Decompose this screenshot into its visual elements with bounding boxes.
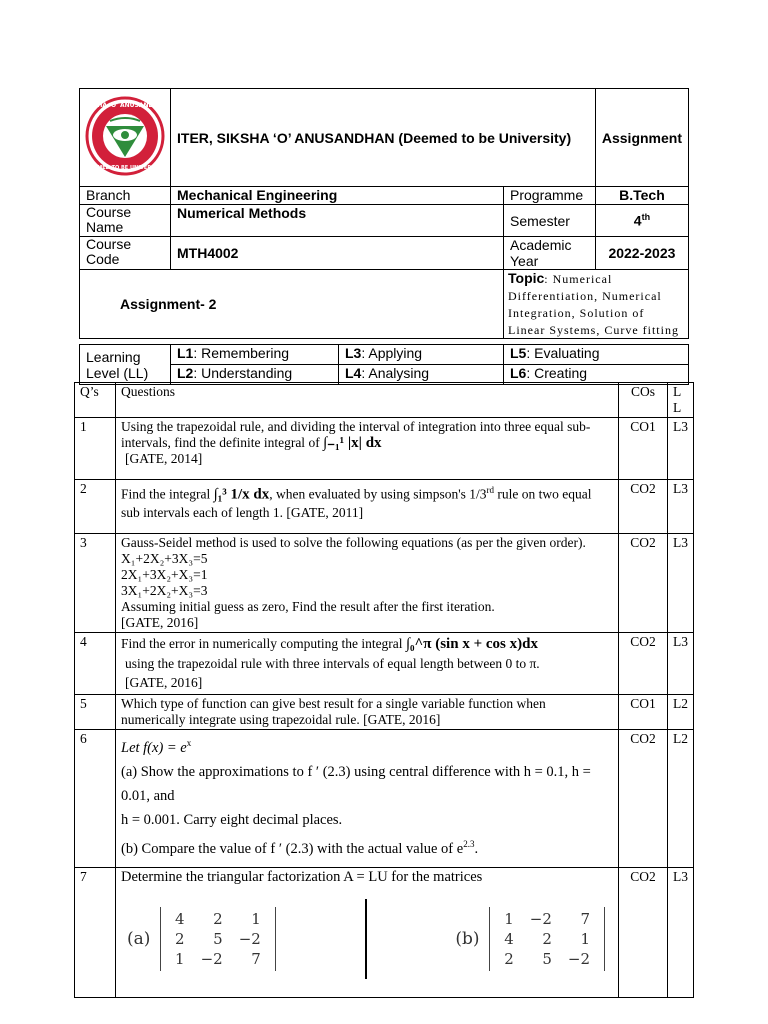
question-ll: L3 (668, 534, 694, 633)
question-row (75, 480, 694, 534)
question-number: 6 (75, 730, 116, 868)
question-co: CO2 (619, 534, 668, 633)
matrix-b: (b) 1 −2 7 4 2 1 2 5 −2 (455, 907, 605, 971)
question-text: Let $f(x) = e^x$ (a) Show the approximations to f ′ (2.3) using central difference with h = 0.1, h = 0.01, and h = 0.001. Carry eight decimal places. (b) Compare the value of f ′ (2.3) with the actual value of $e^{2.3}$. (116, 730, 619, 868)
level-l4: L4: Analysing (339, 365, 504, 385)
question-co: CO1 (619, 418, 668, 480)
branch-value: Mechanical Engineering (171, 187, 504, 205)
question-text: Which type of function can give best result for a single variable function when numerically integrate using trapezoidal rule. [GATE, 2016] (116, 695, 619, 730)
level-l5: L5: Evaluating (504, 345, 689, 365)
institution-name: ITER, SIKSHA ‘O’ ANUSANDHAN (Deemed to be University) (171, 89, 596, 187)
question-number: 2 (75, 480, 116, 534)
programme-label: Programme (504, 187, 596, 205)
integral-expression: ∫₁³ 1/x dx (213, 486, 270, 503)
question-number: 4 (75, 633, 116, 695)
university-logo (84, 93, 166, 179)
logo-cell (80, 89, 171, 187)
question-number: 1 (75, 418, 116, 480)
course-name-label: Course Name (80, 205, 171, 237)
topic-text: : Numerical Differentiation, Numerical Integration, Solution of Linear Systems, Curve fitting (508, 272, 679, 337)
question-ll: L3 (668, 633, 694, 695)
header-table (79, 88, 689, 385)
integral-expression: ∫₋₁¹ |x| dx (323, 435, 382, 451)
programme-value: B.Tech (595, 187, 688, 205)
level-l2: L2: Understanding (171, 365, 339, 385)
question-row (75, 868, 694, 998)
col-header-cos: COs (619, 383, 668, 418)
question-text: Using the trapezoidal rule, and dividing the interval of integration into three equal sub-intervals, find the definite integral of ∫₋₁¹ |x| dx [GATE, 2014] (116, 418, 619, 480)
equation-2: 2X₁+3X₂+X₃=1 (121, 567, 208, 582)
question-text: Find the integral ∫₁³ 1/x dx, when evaluated by using simpson's 1/3rd rule on two equal sub intervals each of length 1. [GATE, 2011] (116, 480, 619, 534)
question-text: Determine the triangular factorization A = LU for the matrices (a) 4 2 1 2 5 −2 1 −2 7 (b) 1 −2 7 4 2 1 2 5 −2 (116, 868, 619, 998)
question-number: 7 (75, 868, 116, 998)
question-row (75, 695, 694, 730)
question-ll: L3 (668, 480, 694, 534)
level-l6: L6: Creating (504, 365, 689, 385)
question-ll: L3 (668, 868, 694, 998)
question-co: CO2 (619, 633, 668, 695)
level-l1: L1: Remembering (171, 345, 339, 365)
course-code-value: MTH4002 (171, 237, 504, 270)
svg-text:DEEMED TO BE UNIVERSITY: DEEMED TO BE UNIVERSITY (86, 165, 164, 171)
doc-type: Assignment (595, 89, 688, 187)
question-row (75, 730, 694, 868)
topic-cell (504, 270, 689, 339)
academic-year-label: Academic Year (504, 237, 596, 270)
semester-value: 4th (595, 205, 688, 237)
question-row (75, 418, 694, 480)
question-text: Find the error in numerically computing the integral ∫₀^π (sin x + cos x)dx using the trapezoidal rule with three intervals of equal length between 0 to π. [GATE, 2016] (116, 633, 619, 695)
question-row (75, 633, 694, 695)
question-number: 3 (75, 534, 116, 633)
question-ll: L3 (668, 418, 694, 480)
matrix-a: (a) 4 2 1 2 5 −2 1 −2 7 (127, 907, 276, 971)
integral-expression: ∫₀^π (sin x + cos x)dx (405, 636, 538, 652)
question-co: CO1 (619, 695, 668, 730)
questions-table (74, 382, 694, 998)
topic-label: Topic (508, 270, 545, 286)
matrix-divider (365, 899, 367, 979)
equation-1: X₁+2X₂+3X₃=5 (121, 551, 208, 566)
question-row (75, 534, 694, 633)
question-ll: L2 (668, 695, 694, 730)
col-header-ll: L L (668, 383, 694, 418)
branch-label: Branch (80, 187, 171, 205)
question-ll: L2 (668, 730, 694, 868)
semester-label: Semester (504, 205, 596, 237)
academic-year-value: 2022-2023 (595, 237, 688, 270)
col-header-questions: Questions (116, 383, 619, 418)
course-code-label: Course Code (80, 237, 171, 270)
question-co: CO2 (619, 868, 668, 998)
course-name-value: Numerical Methods (171, 205, 504, 237)
col-header-q: Q’s (75, 383, 116, 418)
question-number: 5 (75, 695, 116, 730)
question-co: CO2 (619, 730, 668, 868)
learning-level-label: Learning Level (LL) (80, 345, 171, 385)
assignment-number: Assignment- 2 (80, 270, 504, 339)
equation-3: 3X₁+2X₂+X₃=3 (121, 583, 208, 598)
question-text: Gauss-Seidel method is used to solve the following equations (as per the given order). X₁+2X₂+3X₃=5 2X₁+3X₂+X₃=1 3X₁+2X₂+X₃=3 Assuming initial guess as zero, Find the result after the first iteration. [GATE, 2016] (116, 534, 619, 633)
svg-text:SIKSHA 'O' ANUSANDHAN: SIKSHA 'O' ANUSANDHAN (84, 102, 166, 109)
level-l3: L3: Applying (339, 345, 504, 365)
question-co: CO2 (619, 480, 668, 534)
